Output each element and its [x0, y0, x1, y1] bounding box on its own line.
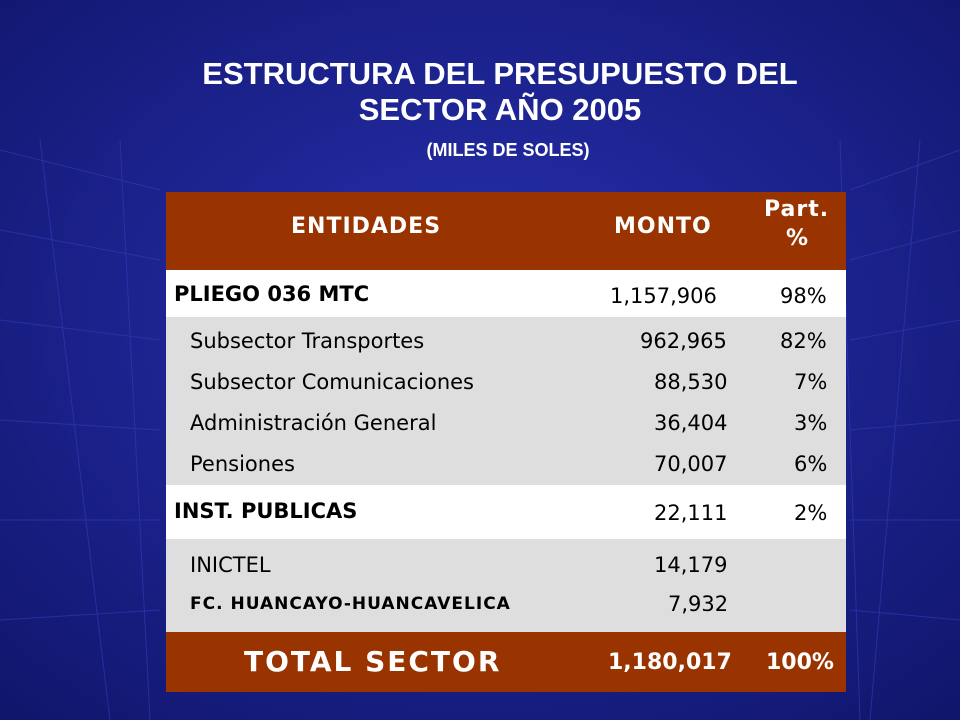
table-row-part: 6%: [794, 452, 828, 476]
slide-title-line1: ESTRUCTURA DEL PRESUPUESTO DEL: [202, 56, 798, 91]
inst-monto: 22,111: [654, 501, 728, 525]
inst-part: 2%: [794, 501, 828, 525]
table-row-name: Subsector Comunicaciones: [190, 370, 475, 394]
inst-items-group: [166, 539, 846, 632]
table-row-monto: 962,965: [640, 329, 727, 353]
pliego-name: PLIEGO 036 MTC: [174, 282, 370, 306]
pliego-part: 98%: [780, 284, 827, 308]
table-row-part: 3%: [794, 411, 828, 435]
table-row-pliego: [166, 270, 846, 317]
table-row-monto: 70,007: [654, 452, 728, 476]
pliego-monto: 1,157,906: [610, 284, 717, 308]
slide-subtitle: (MILES DE SOLES): [426, 140, 590, 160]
table-row-name: Subsector Transportes: [190, 329, 425, 353]
header-part: Part.: [764, 197, 830, 222]
table-row-inst: [166, 485, 846, 539]
header-percent: %: [786, 226, 810, 251]
table-row-monto: 36,404: [654, 411, 728, 435]
pliego-items-group: [166, 317, 846, 485]
header-monto: MONTO: [614, 214, 712, 239]
slide-title-line2: SECTOR AÑO 2005: [358, 92, 642, 127]
table-row-part: 7%: [794, 370, 828, 394]
total-monto: 1,180,017: [608, 650, 732, 675]
table-row-monto: 7,932: [668, 592, 729, 616]
table-row-part: 82%: [780, 329, 827, 353]
header-entidades: ENTIDADES: [291, 214, 442, 239]
table-row-name: Pensiones: [190, 452, 295, 476]
table-row-total: [166, 632, 846, 692]
table-row-monto: 14,179: [654, 553, 728, 577]
inst-name: INST. PUBLICAS: [174, 499, 358, 523]
table-row-name: INICTEL: [190, 553, 271, 577]
table-row-name: FC. HUANCAYO-HUANCAVELICA: [190, 594, 511, 614]
budget-table: [166, 192, 846, 692]
table-header-row: [166, 192, 846, 270]
table-row-name: Administración General: [190, 411, 437, 435]
table-row-monto: 88,530: [654, 370, 728, 394]
total-name: TOTAL SECTOR: [244, 645, 502, 678]
total-part: 100%: [766, 650, 834, 675]
